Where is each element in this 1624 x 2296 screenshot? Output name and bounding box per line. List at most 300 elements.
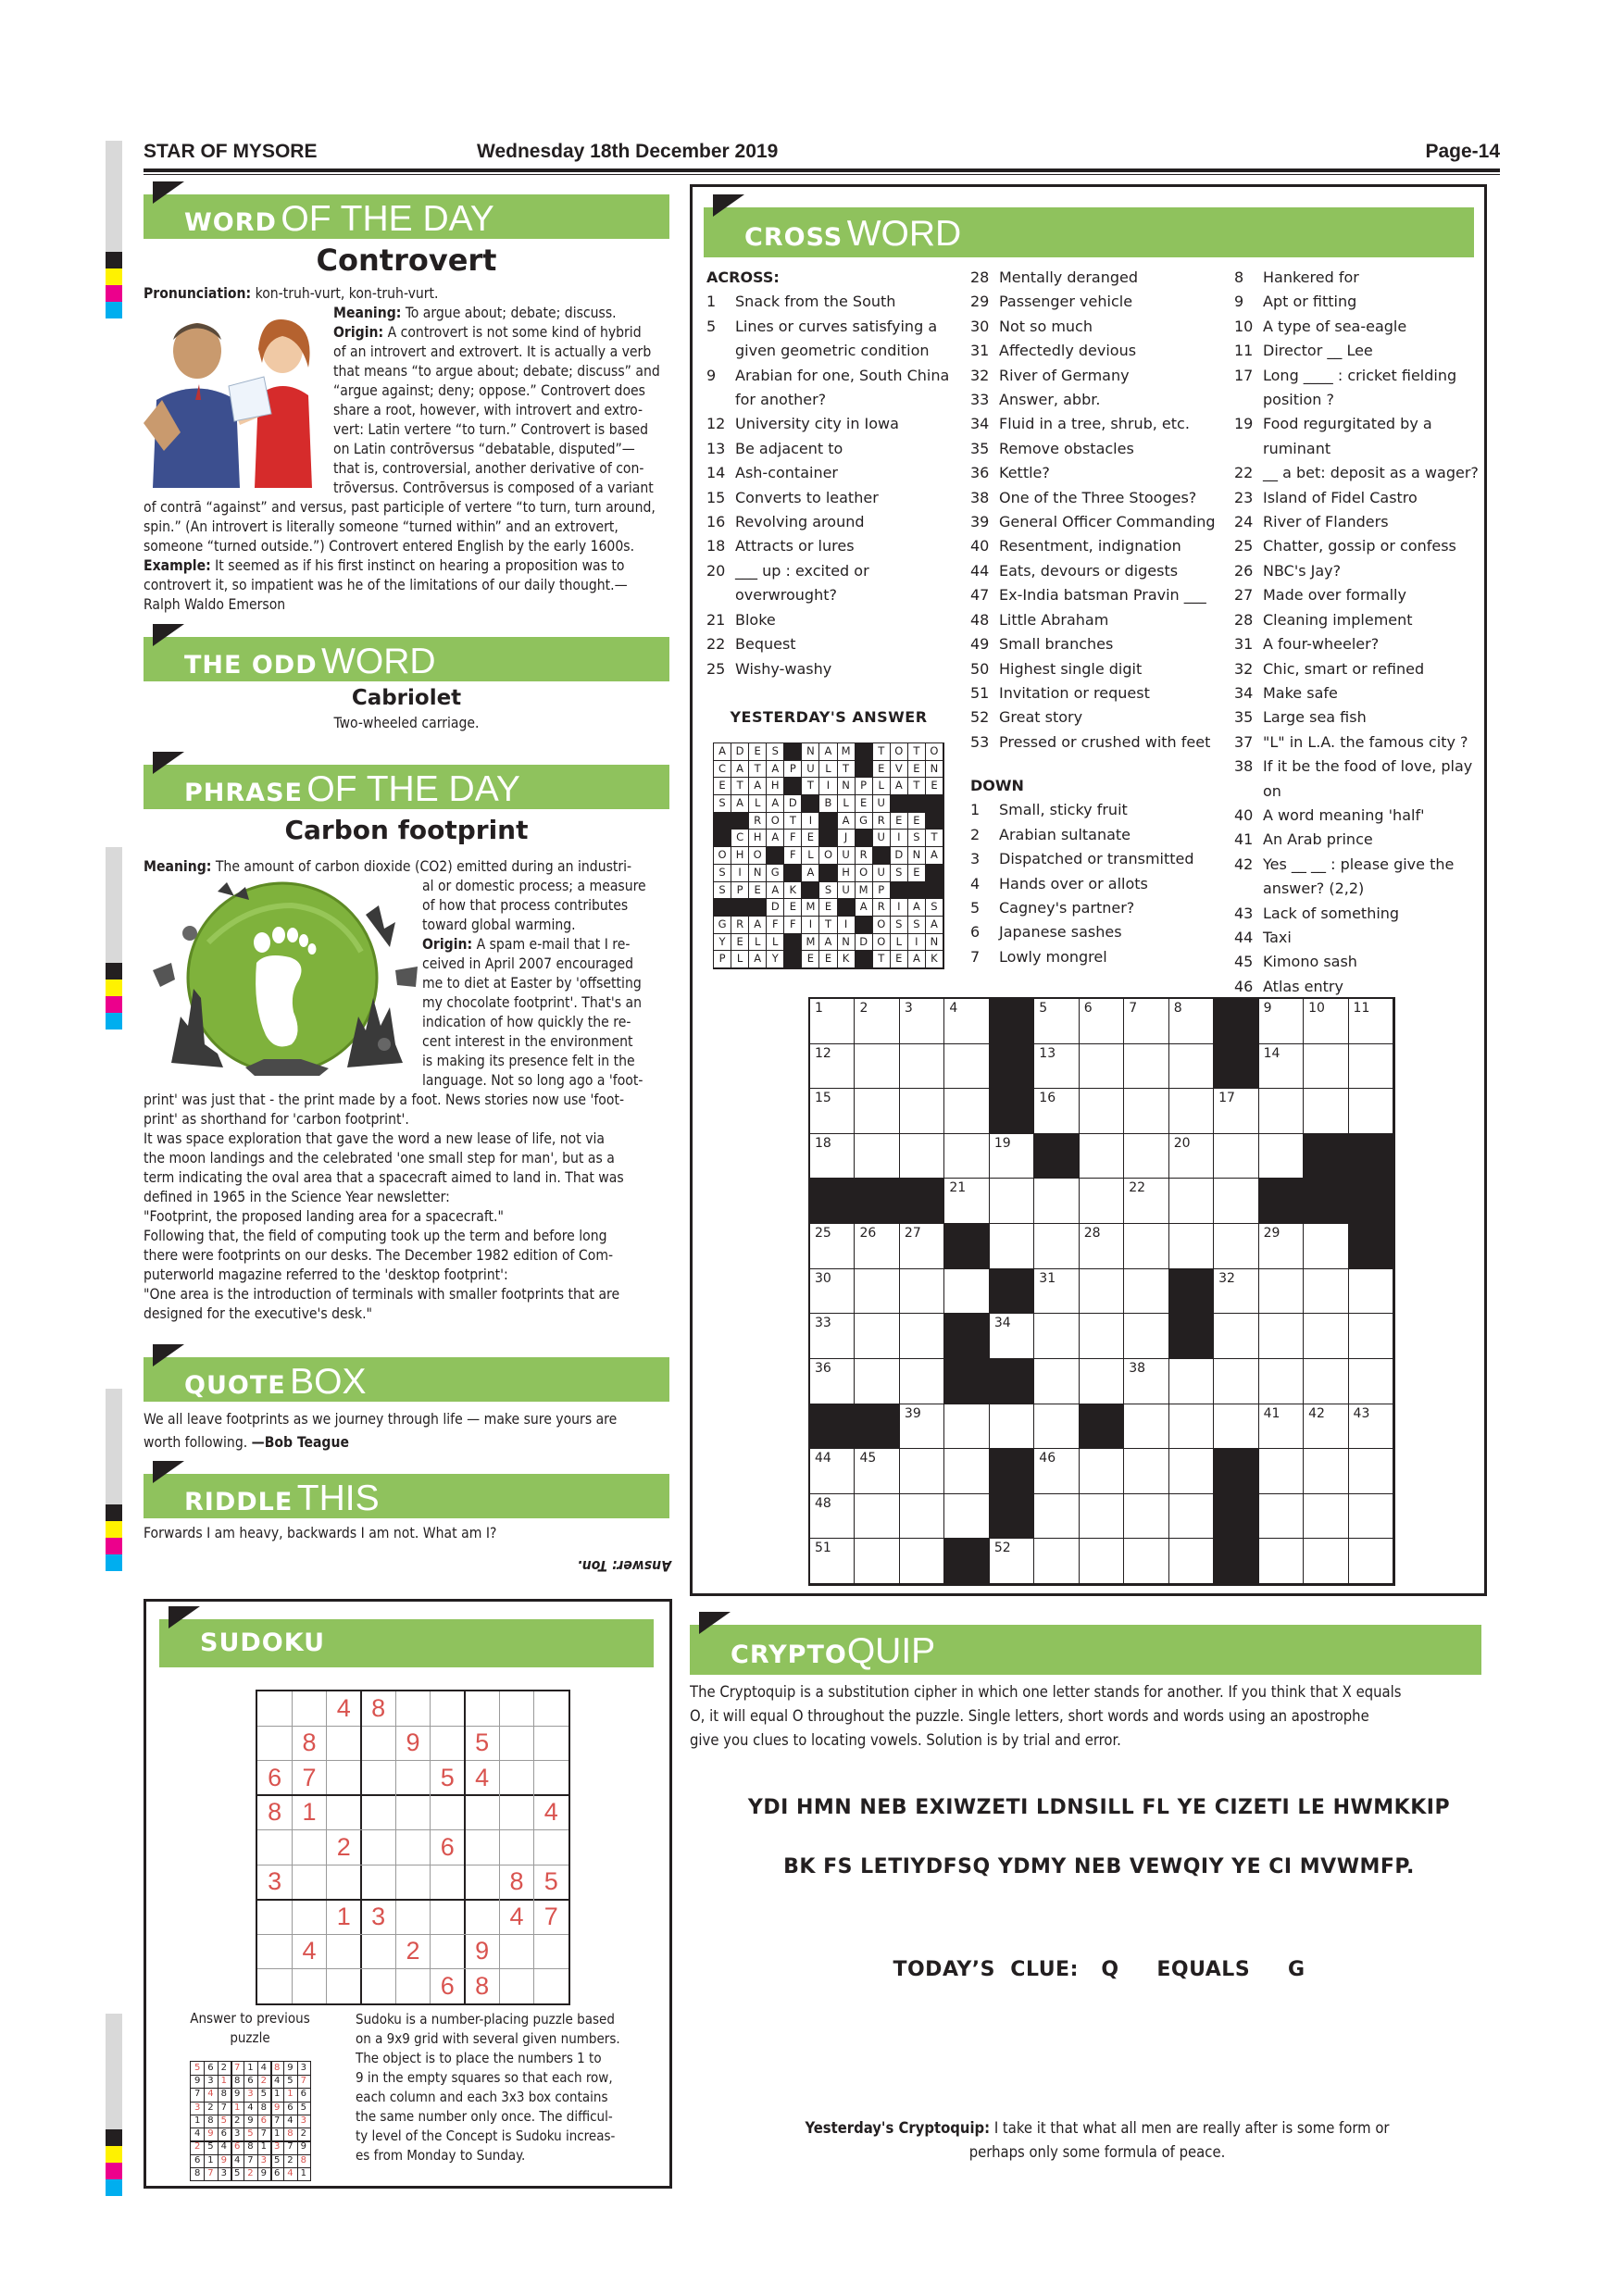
crossword-cell[interactable] — [990, 1539, 1034, 1584]
sudoku-empty-cell[interactable] — [292, 1900, 326, 1934]
crossword-cell[interactable] — [1080, 1224, 1124, 1269]
phrase-line: designed for the executive's desk." — [144, 1305, 373, 1322]
crossword-cell[interactable] — [944, 1494, 989, 1540]
clue-item — [970, 847, 1234, 871]
crossword-cell[interactable] — [1124, 1179, 1168, 1224]
origin-line: my chocolate footprint'. That's an — [422, 994, 642, 1011]
crossword-cell[interactable] — [1080, 1359, 1124, 1404]
clue-number-label: 51 — [815, 1541, 831, 1556]
header-small-text: CRYPTO — [731, 1641, 847, 1669]
phrase-line: term indicating the oval area that a spacecraft aimed to land in. That was — [144, 1169, 624, 1186]
answer-letter: L — [731, 951, 749, 968]
clue-item — [1234, 559, 1484, 583]
sudoku-empty-cell[interactable] — [465, 1865, 499, 1899]
crossword-cell[interactable] — [1034, 1404, 1079, 1450]
crossword-cell[interactable] — [1034, 1314, 1079, 1359]
crossword-cell[interactable] — [900, 1449, 944, 1494]
crossword-cell[interactable] — [1034, 1494, 1079, 1540]
clue-item — [970, 510, 1234, 534]
crossword-cell[interactable] — [1304, 1044, 1348, 1090]
crossword-cell[interactable] — [1259, 1359, 1304, 1404]
crossword-cell[interactable] — [1124, 1359, 1168, 1404]
answer-letter: F — [767, 917, 784, 934]
sudoku-empty-cell[interactable] — [499, 1830, 533, 1865]
crossword-cell[interactable] — [900, 1359, 944, 1404]
answer-letter: M — [838, 743, 856, 761]
sudoku-empty-cell[interactable] — [499, 1761, 533, 1795]
sudoku-empty-cell[interactable] — [465, 1900, 499, 1934]
clue-number: 5 — [706, 317, 717, 335]
crossword-cell[interactable] — [1034, 1224, 1079, 1269]
clue-item — [1234, 804, 1484, 828]
crossword-cell[interactable] — [900, 1539, 944, 1584]
sudoku-empty-cell[interactable] — [361, 1969, 395, 2003]
sudoku-empty-cell[interactable] — [499, 1795, 533, 1829]
answer-black-cell — [856, 917, 873, 934]
crossword-cell[interactable] — [855, 1044, 899, 1090]
answer-letter: O — [767, 813, 784, 830]
crossword-cell[interactable] — [855, 999, 899, 1044]
clue-text: Large sea fish — [1263, 708, 1367, 727]
sudoku-empty-cell[interactable] — [534, 1726, 568, 1760]
clue-text: Converts to leather — [735, 488, 879, 506]
sudoku-empty-cell[interactable] — [327, 1761, 361, 1795]
sudoku-empty-cell[interactable] — [257, 1934, 292, 1968]
clue-number-label: 52 — [993, 1541, 1011, 1556]
sudoku-empty-cell[interactable] — [499, 1726, 533, 1760]
crossword-cell[interactable] — [1169, 1044, 1214, 1090]
crossword-cell[interactable] — [1034, 999, 1079, 1044]
description-line: each column and each 3x3 box contains — [356, 2089, 608, 2105]
sudoku-empty-cell[interactable] — [327, 1795, 361, 1829]
crossword-cell[interactable] — [1169, 1179, 1214, 1224]
crossword-cell[interactable] — [810, 999, 855, 1044]
sudoku-empty-cell[interactable] — [431, 1934, 465, 1968]
registration-strip-3 — [106, 1389, 122, 1571]
crossword-cell[interactable] — [1080, 1269, 1124, 1315]
crossword-cell[interactable] — [1080, 1494, 1124, 1540]
clue-text: Food regurgitated by a — [1263, 415, 1432, 433]
sudoku-empty-cell[interactable] — [465, 1691, 499, 1726]
clue-number-label: 34 — [993, 1316, 1011, 1331]
clue-text: ruminant — [1263, 439, 1331, 457]
intro-line: give you clues to locating vowels. Solution is by trial and error. — [690, 1731, 1121, 1749]
clue-number: 52 — [970, 708, 990, 727]
word-of-day-continued — [144, 498, 671, 615]
sudoku-empty-cell[interactable] — [395, 1900, 430, 1934]
crossword-cell[interactable] — [1080, 999, 1124, 1044]
crossword-cell[interactable] — [944, 1134, 989, 1179]
origin-line: me to diet at Easter by 'offsetting — [422, 975, 642, 992]
crossword-cell[interactable] — [1349, 1449, 1393, 1494]
crossword-cell[interactable] — [855, 1494, 899, 1540]
crossword-cell[interactable] — [1349, 1539, 1393, 1584]
crossword-cell[interactable] — [1124, 1224, 1168, 1269]
sudoku-empty-cell[interactable] — [395, 1969, 430, 2003]
crossword-cell[interactable] — [1080, 1449, 1124, 1494]
sudoku-empty-cell[interactable] — [534, 1830, 568, 1865]
crossword-cell[interactable] — [900, 1269, 944, 1315]
answer-letter: K — [838, 951, 856, 968]
sudoku-empty-cell[interactable] — [327, 1726, 361, 1760]
crossword-cell[interactable] — [810, 1539, 855, 1584]
crossword-cell[interactable] — [900, 1134, 944, 1179]
clue-text: Mentally deranged — [999, 268, 1138, 286]
clue-text: A type of sea-eagle — [1263, 317, 1407, 335]
sudoku-empty-cell[interactable] — [257, 1830, 292, 1865]
crossword-cell[interactable] — [1034, 1359, 1079, 1404]
sudoku-empty-cell[interactable] — [534, 1761, 568, 1795]
clue-text: Be adjacent to — [735, 439, 843, 457]
crossword-cell[interactable] — [944, 1269, 989, 1315]
sudoku-empty-cell[interactable] — [431, 1726, 465, 1760]
clue-number: 28 — [970, 268, 990, 286]
crossword-cell[interactable] — [1169, 1224, 1214, 1269]
clue-text: Small branches — [999, 635, 1114, 654]
crossword-cell[interactable] — [1169, 1089, 1214, 1134]
clue-number-label: 22 — [1129, 1180, 1146, 1196]
sudoku-empty-cell[interactable] — [327, 1969, 361, 2003]
answer-black-cell — [819, 830, 837, 847]
answer-letter: S — [714, 882, 731, 900]
crossword-cell[interactable] — [944, 1089, 989, 1134]
sudoku-empty-cell[interactable] — [292, 1969, 326, 2003]
crossword-cell[interactable] — [1080, 1314, 1124, 1359]
sudoku-empty-cell[interactable] — [361, 1761, 395, 1795]
crossword-cell[interactable] — [1124, 1044, 1168, 1090]
crossword-cell[interactable] — [1034, 1089, 1079, 1134]
down-clues-column-3 — [1234, 266, 1484, 999]
sudoku-empty-cell[interactable] — [465, 1795, 499, 1829]
crossword-cell[interactable] — [1259, 1044, 1304, 1090]
answer-black-cell — [856, 951, 873, 968]
crossword-cell[interactable] — [1034, 1179, 1079, 1224]
crossword-cell[interactable] — [1349, 1404, 1393, 1450]
crossword-cell[interactable] — [1304, 1539, 1348, 1584]
crossword-cell[interactable] — [810, 1359, 855, 1404]
sudoku-empty-cell[interactable] — [395, 1865, 430, 1899]
crossword-cell[interactable] — [1304, 1224, 1348, 1269]
clue-number-label: 36 — [815, 1360, 831, 1376]
crossword-cell[interactable] — [810, 1089, 855, 1134]
crossword-cell[interactable] — [1304, 1359, 1348, 1404]
crossword-black-cell — [990, 1269, 1034, 1315]
answer-digit: 9 — [300, 2141, 306, 2152]
sudoku-empty-cell[interactable] — [257, 1900, 292, 1934]
crossword-cell[interactable] — [810, 1134, 855, 1179]
crossword-cell[interactable] — [1169, 1359, 1214, 1404]
sudoku-empty-cell[interactable] — [361, 1830, 395, 1865]
crossword-cell[interactable] — [1214, 1134, 1258, 1179]
crossword-cell[interactable] — [1169, 1494, 1214, 1540]
clue-text: Director __ Lee — [1263, 342, 1373, 360]
meaning-text: To argue about; debate; discuss. — [405, 305, 617, 321]
crossword-cell[interactable] — [1214, 1314, 1258, 1359]
crossword-cell[interactable] — [1034, 1044, 1079, 1090]
crossword-cell[interactable] — [1349, 1494, 1393, 1540]
crossword-cell[interactable] — [855, 1134, 899, 1179]
crossword-cell[interactable] — [1259, 1224, 1304, 1269]
sudoku-empty-cell[interactable] — [534, 1691, 568, 1726]
clue-number-label: 17 — [1218, 1091, 1235, 1106]
sudoku-empty-cell[interactable] — [534, 1969, 568, 2003]
crossword-cell[interactable] — [990, 1404, 1034, 1450]
crossword-cell[interactable] — [855, 1539, 899, 1584]
sudoku-empty-cell[interactable] — [361, 1934, 395, 1968]
crossword-cell[interactable] — [1169, 1449, 1214, 1494]
crossword-cell[interactable] — [1169, 1134, 1214, 1179]
clue-number-label: 14 — [1263, 1045, 1280, 1061]
sudoku-empty-cell[interactable] — [395, 1761, 430, 1795]
sudoku-empty-cell[interactable] — [292, 1865, 326, 1899]
answer-digit: 7 — [194, 2089, 201, 2100]
crossword-cell[interactable] — [944, 1179, 989, 1224]
crossword-cell[interactable] — [1304, 1494, 1348, 1540]
sudoku-given-digit: 8 — [302, 1728, 317, 1757]
crossword-cell[interactable] — [1259, 1539, 1304, 1584]
crossword-cell[interactable] — [900, 1089, 944, 1134]
answer-digit: 3 — [194, 2102, 201, 2113]
clue-number-label: 12 — [815, 1045, 831, 1061]
crossword-cell[interactable] — [1349, 1089, 1393, 1134]
crossword-cell[interactable] — [1214, 1269, 1258, 1315]
sudoku-empty-cell[interactable] — [431, 1900, 465, 1934]
sudoku-empty-cell[interactable] — [257, 1726, 292, 1760]
crossword-cell[interactable] — [810, 1044, 855, 1090]
crossword-cell[interactable] — [1169, 1404, 1214, 1450]
footprint-globe-illustration — [153, 878, 421, 1083]
answer-letter: S — [926, 899, 943, 917]
sudoku-empty-cell[interactable] — [257, 1691, 292, 1726]
crossword-cell[interactable] — [1080, 1179, 1124, 1224]
clue-number-label: 15 — [815, 1091, 831, 1106]
crossword-cell[interactable] — [810, 1224, 855, 1269]
clue-number: 28 — [1234, 610, 1254, 629]
crossword-cell[interactable] — [1259, 1314, 1304, 1359]
sudoku-empty-cell[interactable] — [431, 1865, 465, 1899]
crossword-cell[interactable] — [855, 1314, 899, 1359]
crossword-cell[interactable] — [810, 1269, 855, 1315]
crossword-cell[interactable] — [1304, 1449, 1348, 1494]
crossword-cell[interactable] — [1349, 1314, 1393, 1359]
sudoku-empty-cell[interactable] — [361, 1726, 395, 1760]
crossword-black-cell — [1169, 1269, 1214, 1315]
clue-number-label: 42 — [1308, 1405, 1325, 1421]
crossword-cell[interactable] — [1034, 1269, 1079, 1315]
crossword-cell[interactable] — [1169, 999, 1214, 1044]
answer-letter: G — [714, 917, 731, 934]
sudoku-empty-cell[interactable] — [361, 1865, 395, 1899]
crossword-cell[interactable] — [1214, 1404, 1258, 1450]
crossword-cell[interactable] — [1349, 999, 1393, 1044]
answer-letter: N — [838, 778, 856, 795]
sudoku-empty-cell[interactable] — [257, 1969, 292, 2003]
sudoku-empty-cell[interactable] — [499, 1969, 533, 2003]
answer-letter: S — [891, 865, 908, 882]
crossword-cell[interactable] — [1124, 1494, 1168, 1540]
crossword-cell[interactable] — [1214, 1359, 1258, 1404]
clue-number: 33 — [970, 391, 990, 409]
clue-item — [1234, 730, 1484, 755]
crossword-cell[interactable] — [810, 1314, 855, 1359]
sudoku-empty-cell[interactable] — [395, 1830, 430, 1865]
crossword-cell[interactable] — [1080, 1134, 1124, 1179]
clue-text: Bloke — [735, 610, 776, 629]
crossword-cell[interactable] — [1034, 1539, 1079, 1584]
origin-line: of contrā “against” and versus, past participle of vertere “to turn, turn around, — [144, 499, 656, 516]
clue-item — [706, 461, 970, 485]
crossword-black-cell — [1304, 1134, 1348, 1179]
sudoku-empty-cell[interactable] — [395, 1795, 430, 1829]
description-line: The object is to place the numbers 1 to — [356, 2050, 602, 2066]
crossword-cell[interactable] — [900, 1224, 944, 1269]
crossword-cell[interactable] — [1124, 1404, 1168, 1450]
crossword-cell[interactable] — [1259, 1494, 1304, 1540]
crossword-cell[interactable] — [900, 1314, 944, 1359]
crossword-cell[interactable] — [1214, 1179, 1258, 1224]
answer-digit: 7 — [260, 2128, 267, 2140]
crossword-cell[interactable] — [1259, 1134, 1304, 1179]
sudoku-empty-cell[interactable] — [534, 1934, 568, 1968]
crossword-cell[interactable] — [944, 1404, 989, 1450]
crossword-cell[interactable] — [810, 1494, 855, 1540]
crossword-cell[interactable] — [1304, 1404, 1348, 1450]
crossword-cell[interactable] — [1259, 999, 1304, 1044]
origin-line: spin.” (An introvert is literally someone “turned within” and an extrovert, — [144, 518, 618, 535]
sudoku-empty-cell[interactable] — [361, 1795, 395, 1829]
answer-letter: P — [714, 951, 731, 968]
sudoku-empty-cell[interactable] — [292, 1691, 326, 1726]
crossword-cell[interactable] — [944, 999, 989, 1044]
crossword-cell[interactable] — [990, 1314, 1034, 1359]
sudoku-empty-cell[interactable] — [292, 1830, 326, 1865]
answer-letter: C — [714, 761, 731, 779]
answer-digit: 3 — [300, 2115, 306, 2126]
crossword-cell[interactable] — [1080, 1539, 1124, 1584]
clue-text: General Officer Commanding — [999, 513, 1216, 531]
description-line: Sudoku is a number-placing puzzle based — [356, 2011, 615, 2028]
answer-letter: O — [714, 847, 731, 865]
clue-number: 31 — [1234, 635, 1254, 654]
answer-letter: I — [802, 917, 819, 934]
answer-digit: 6 — [260, 2115, 267, 2126]
sudoku-empty-cell[interactable] — [395, 1691, 430, 1726]
sudoku-empty-cell[interactable] — [499, 1691, 533, 1726]
header-small-text: RIDDLE — [184, 1488, 294, 1516]
crossword-cell[interactable] — [1124, 1269, 1168, 1315]
sudoku-empty-cell[interactable] — [465, 1830, 499, 1865]
page-number: Page-14 — [1425, 141, 1500, 162]
clue-number: 35 — [970, 439, 990, 457]
clue-number: 20 — [706, 561, 726, 580]
answer-letter: L — [838, 795, 856, 813]
crossword-cell[interactable] — [1304, 999, 1348, 1044]
crossword-cell[interactable] — [900, 1044, 944, 1090]
sudoku-empty-cell[interactable] — [431, 1795, 465, 1829]
sudoku-empty-cell[interactable] — [327, 1934, 361, 1968]
clue-text: Small, sticky fruit — [999, 801, 1128, 819]
example-line — [144, 556, 671, 576]
crossword-cell[interactable] — [810, 1449, 855, 1494]
answer-letter: C — [731, 830, 749, 847]
cryptoquip-clue: TODAY’S CLUE: Q EQUALS G — [893, 1958, 1305, 1981]
crossword-cell[interactable] — [900, 1494, 944, 1540]
crossword-cell[interactable] — [1304, 1269, 1348, 1315]
sudoku-given-digit: 5 — [475, 1728, 490, 1757]
crossword-cell[interactable] — [1214, 1089, 1258, 1134]
crossword-cell[interactable] — [1080, 1044, 1124, 1090]
crossword-cell[interactable] — [944, 1449, 989, 1494]
crossword-cell[interactable] — [1259, 1404, 1304, 1450]
crossword-cell[interactable] — [855, 1269, 899, 1315]
crossword-cell[interactable] — [1349, 1359, 1393, 1404]
crossword-cell[interactable] — [855, 1359, 899, 1404]
crossword-cell[interactable] — [1080, 1089, 1124, 1134]
answer-digit: 9 — [247, 2115, 254, 2126]
crossword-cell[interactable] — [900, 999, 944, 1044]
sudoku-empty-cell[interactable] — [431, 1691, 465, 1726]
crossword-cell[interactable] — [990, 1179, 1034, 1224]
crossword-cell[interactable] — [1304, 1314, 1348, 1359]
crossword-cell[interactable] — [1259, 1449, 1304, 1494]
sudoku-given-digit: 3 — [268, 1867, 282, 1896]
clue-text: Japanese sashes — [999, 923, 1122, 942]
crossword-cell[interactable] — [1124, 1134, 1168, 1179]
clue-item — [970, 945, 1234, 969]
crossword-black-cell — [990, 1449, 1034, 1494]
crossword-cell[interactable] — [1124, 999, 1168, 1044]
crossword-cell[interactable] — [900, 1404, 944, 1450]
crossword-cell[interactable] — [1124, 1314, 1168, 1359]
origin-label: Origin: — [333, 324, 384, 341]
clue-item — [1234, 583, 1484, 607]
answer-digit: 3 — [300, 2063, 306, 2073]
origin-line: ceived in April 2007 encouraged — [422, 955, 633, 972]
yesterday-cryptoquip-line — [718, 2116, 1477, 2140]
crossword-cell[interactable] — [944, 1044, 989, 1090]
crossword-cell[interactable] — [1304, 1089, 1348, 1134]
crossword-cell[interactable] — [1259, 1089, 1304, 1134]
crossword-cell[interactable] — [1124, 1089, 1168, 1134]
clue-item — [970, 798, 1234, 822]
answer-letter: A — [749, 778, 767, 795]
sudoku-given-digit: 8 — [475, 1971, 490, 2000]
clue-item — [1234, 315, 1484, 339]
crossword-cell[interactable] — [855, 1089, 899, 1134]
crossword-cell[interactable] — [1124, 1449, 1168, 1494]
crossword-cell[interactable] — [990, 1134, 1034, 1179]
answer-letter: D — [891, 847, 908, 865]
crossword-cell[interactable] — [1349, 1044, 1393, 1090]
sudoku-empty-cell[interactable] — [499, 1934, 533, 1968]
crossword-cell[interactable] — [1349, 1269, 1393, 1315]
answer-letter: E — [731, 934, 749, 952]
crossword-cell[interactable] — [1034, 1449, 1079, 1494]
sudoku-empty-cell[interactable] — [327, 1865, 361, 1899]
crossword-cell[interactable] — [1259, 1269, 1304, 1315]
clue-number: 21 — [706, 610, 726, 629]
crossword-cell[interactable] — [1124, 1539, 1168, 1584]
crossword-cell[interactable] — [855, 1449, 899, 1494]
crossword-cell[interactable] — [855, 1224, 899, 1269]
answer-digit: 3 — [207, 2076, 214, 2087]
crossword-cell[interactable] — [990, 1224, 1034, 1269]
crossword-cell[interactable] — [1169, 1539, 1214, 1584]
answer-letter: L — [819, 761, 837, 779]
origin-line: trōversus. Contrōversus is composed of a variant — [333, 480, 654, 496]
crossword-cell[interactable] — [1214, 1224, 1258, 1269]
answer-digit: 8 — [300, 2154, 306, 2165]
